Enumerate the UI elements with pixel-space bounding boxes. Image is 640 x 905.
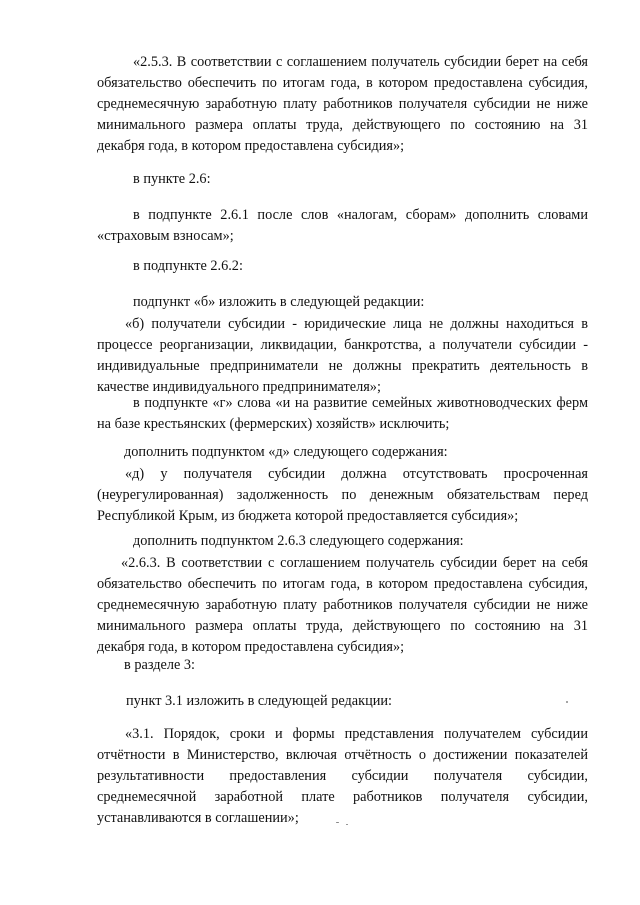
scan-speck	[336, 822, 339, 823]
paragraph-item-3-1-text: «3.1. Порядок, сроки и формы представления получателем субсидии отчётности в Министерство, включая отчётность о достижении показателей результативности предоставления субсидии получателя субсидии, среднемесячной заработной плате работников получателя субсидии, устанавливаются в соглашении»;	[97, 726, 588, 826]
paragraph-sub-b-intro: подпункт «б» изложить в следующей редакции:	[133, 294, 425, 310]
paragraph-in-item-2-6: в пункте 2.6:	[133, 171, 211, 187]
paragraph-item-3-1-intro: пункт 3.1 изложить в следующей редакции:	[126, 693, 393, 709]
paragraph-2-5-3: «2.5.3. В соответствии с соглашением получатель субсидии берет на себя обязательство обеспечить по итогам года, в котором предоставлена субсидия, среднемесячную заработную плату работников получателя субсидии не ниже минимального размера оплаты труда, действующего по состоянию на 31 декабря года, в котором предоставлена субсидия»;	[97, 54, 588, 154]
paragraph-sub-g: в подпункте «г» слова «и на развитие семейных животноводческих ферм на базе крестьянских (фермерских) хозяйств» исключить;	[97, 395, 588, 432]
paragraph-add-2-6-3-intro: дополнить подпунктом 2.6.3 следующего содержания:	[133, 533, 464, 549]
paragraph-in-sub-2-6-2: в подпункте 2.6.2:	[133, 258, 243, 274]
scan-speck	[346, 824, 348, 825]
paragraph-add-d-text: «д) у получателя субсидии должна отсутствовать просроченная (неурегулированная) задолженность по денежным обязательствам перед Республикой Крым, из бюджета которой предоставляется субсидия»;	[97, 466, 588, 524]
paragraph-sub-2-6-1: в подпункте 2.6.1 после слов «налогам, сборам» дополнить словами «страховым взносам»;	[97, 207, 588, 244]
paragraph-add-2-6-3-text: «2.6.3. В соответствии с соглашением получатель субсидии берет на себя обязательство обеспечить по итогам года, в котором предоставлена субсидия, среднемесячную заработную плату работников получателя субсидии не ниже минимального размера оплаты труда, действующего по состоянию на 31 декабря года, в котором предоставлена субсидия»;	[97, 555, 588, 655]
scan-speck	[566, 701, 568, 703]
paragraph-in-section-3: в разделе 3:	[124, 657, 196, 673]
paragraph-add-d-intro: дополнить подпунктом «д» следующего содержания:	[124, 444, 448, 460]
paragraph-sub-b-text: «б) получатели субсидии - юридические лица не должны находиться в процессе реорганизации, ликвидации, банкротства, а получатели субсидии - индивидуальные предприниматели не должны прекратить деятельность в качестве индивидуального предпринимателя»;	[97, 316, 588, 395]
